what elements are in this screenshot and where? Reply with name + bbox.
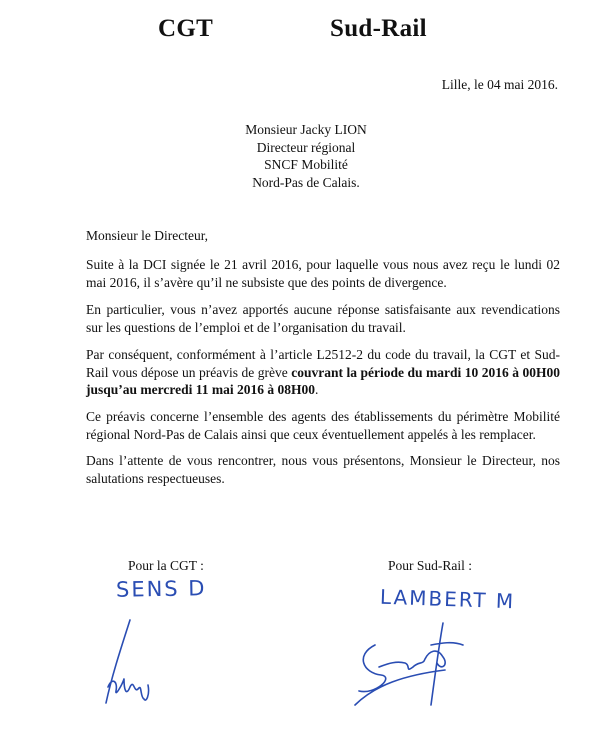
paragraph-scope — [86, 408, 560, 443]
paragraph-text — [86, 346, 560, 399]
handwritten-name-sudrail: LAMBERT M — [379, 584, 516, 614]
paragraph-closing — [86, 452, 560, 487]
recipient-block — [196, 121, 416, 191]
union-name-sudrail: Sud-Rail — [330, 15, 427, 42]
union-name-cgt: CGT — [158, 15, 214, 42]
notice-intro: Par conséquent, conformément à l’article L2512-2 du code du travail, la CGT et Sud-Rail vous dépose un préavis de grève — [86, 347, 560, 380]
paragraph-demands — [86, 301, 560, 336]
paragraph-text: Ce préavis concerne l’ensemble des agents des établissements du périmètre Mobilité régional Nord-Pas de Calais ainsi que ceux éventuellement appelés à les remplacer. — [86, 409, 560, 442]
salutation: Monsieur le Directeur, — [86, 228, 209, 243]
signature-sudrail — [345, 615, 470, 710]
strike-period: couvrant la période du mardi 10 2016 à 00H00 jusqu’au mercredi 11 mai 2016 à 08H00 — [86, 364, 560, 398]
recipient-name: Monsieur Jacky LION — [245, 122, 367, 137]
paragraph-text: En particulier, vous n’avez apportés aucune réponse satisfaisante aux revendications sur les questions de l’emploi et de l’organisation du travail. — [86, 302, 560, 335]
paragraph-strike-notice — [86, 346, 560, 399]
recipient-region: Nord-Pas de Calais. — [252, 174, 360, 190]
signature-label-cgt: Pour la CGT : — [128, 558, 204, 573]
signature-cgt — [100, 615, 170, 710]
recipient-title: Directeur régional — [256, 139, 356, 155]
recipient-company: SNCF Mobilité — [264, 157, 348, 172]
handwritten-name-cgt: SENS D — [115, 576, 207, 602]
paragraph-text: Dans l’attente de vous rencontrer, nous vous présentons, Monsieur le Directeur, nos salutations respectueuses. — [86, 453, 560, 486]
paragraph-dci — [86, 256, 560, 291]
paragraph-text: Suite à la DCI signée le 21 avril 2016, pour laquelle vous nous avez reçu le lundi 02 mai 2016, il s’avère qu’il ne subsiste que des points de divergence. — [86, 257, 560, 290]
letter-date: Lille, le 04 mai 2016. — [441, 77, 558, 92]
signature-label-sudrail: Pour Sud-Rail : — [388, 558, 473, 573]
notice-end: . — [315, 382, 319, 398]
